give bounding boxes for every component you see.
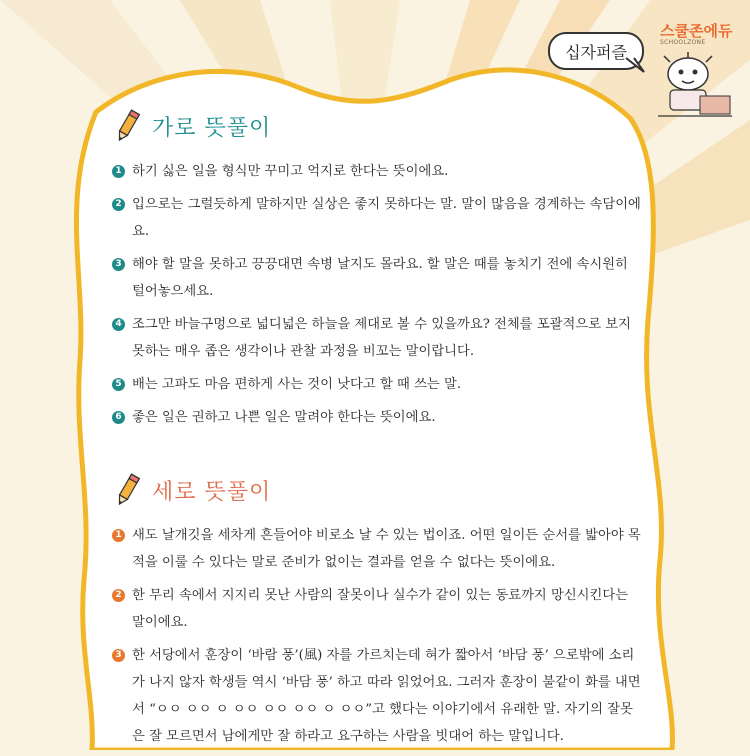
sero-clue-2 <box>112 582 642 636</box>
sero-clue-list <box>112 522 642 756</box>
sero-title-text: 세로 뜻풀이 <box>152 479 272 505</box>
clue-number-badge: 2 <box>112 589 125 602</box>
garo-clue-4 <box>112 311 642 365</box>
clue-number-badge: 2 <box>112 198 125 211</box>
clue-text: 해야 할 말을 못하고 끙끙대면 속병 날지도 몰라요. 할 말은 때를 놓치기 전에 속시원히 털어놓으세요. <box>132 257 628 299</box>
clue-number-badge: 1 <box>112 165 125 178</box>
sero-clue-1 <box>112 522 642 576</box>
pencil-icon <box>112 108 142 144</box>
brand-logo: 스쿨존에듀 SCHOOLZONE <box>660 22 733 46</box>
bubble-tail <box>624 56 646 74</box>
clue-text: 하기 싫은 일을 형식만 꾸미고 억지로 한다는 뜻이에요. <box>132 164 449 179</box>
pencil-icon <box>112 472 142 508</box>
clue-number-badge: 3 <box>112 258 125 271</box>
garo-clue-5 <box>112 371 642 398</box>
clue-text: 조그만 바늘구멍으로 넓디넓은 하늘을 제대로 볼 수 있을까요? 전체를 포괄적으로 보지 못하는 매우 좁은 생각이나 관찰 과정을 비꼬는 말이랍니다. <box>132 317 631 359</box>
clue-text: 한 서당에서 훈장이 ‘바람 풍’(風) 자를 가르치는데 혀가 짧아서 ‘바담 풍’ 으로밖에 소리가 나지 않자 학생들 역시 ‘바담 풍’ 하고 따라 읽었어요. 그러자 훈장이 불같이 화를 내면서 “ㅇㅇ ㅇㅇ ㅇ ㅇㅇ ㅇㅇ ㅇㅇ ㅇ ㅇㅇ”고 했다는 이야기에서 유래한 말. 자기의 잘못은 잘 모르면서 남에게만 잘 하라고 요구하는 사람을 빗대어 하는 말입니다. <box>132 648 641 744</box>
garo-clue-6 <box>112 404 642 431</box>
garo-clue-1 <box>112 158 642 185</box>
clue-number-badge: 1 <box>112 529 125 542</box>
clue-text: 좋은 일은 권하고 나쁜 일은 말려야 한다는 뜻이에요. <box>132 410 436 425</box>
puzzle-title-bubble: 십자퍼즐 <box>548 32 644 70</box>
clue-number-badge: 5 <box>112 378 125 391</box>
clue-text: 새도 날개깃을 세차게 흔들어야 비로소 날 수 있는 법이죠. 어떤 일이든 순서를 밟아야 목적을 이룰 수 있다는 말로 준비가 없이는 결과를 얻을 수 없다는 뜻이에요. <box>132 528 641 570</box>
garo-clue-2 <box>112 191 642 245</box>
garo-section-title <box>112 108 271 144</box>
garo-title-text: 가로 뜻풀이 <box>152 115 272 141</box>
clue-text: 배는 고파도 마음 편하게 사는 것이 낫다고 할 때 쓰는 말. <box>132 377 462 392</box>
clue-number-badge: 3 <box>112 649 125 662</box>
clue-number-badge: 4 <box>112 318 125 331</box>
sero-section-title <box>112 472 271 508</box>
garo-clue-list <box>112 158 642 437</box>
garo-clue-3 <box>112 251 642 305</box>
clue-text: 입으로는 그럴듯하게 말하지만 실상은 좋지 못하다는 말. 말이 많음을 경계하는 속담이에요. <box>132 197 641 239</box>
sero-clue-3 <box>112 642 642 750</box>
clue-text: 한 무리 속에서 지지리 못난 사람의 잘못이나 실수가 같이 있는 동료까지 망신시킨다는 말이에요. <box>132 588 629 630</box>
mascot-illustration <box>648 52 734 122</box>
clue-number-badge: 6 <box>112 411 125 424</box>
